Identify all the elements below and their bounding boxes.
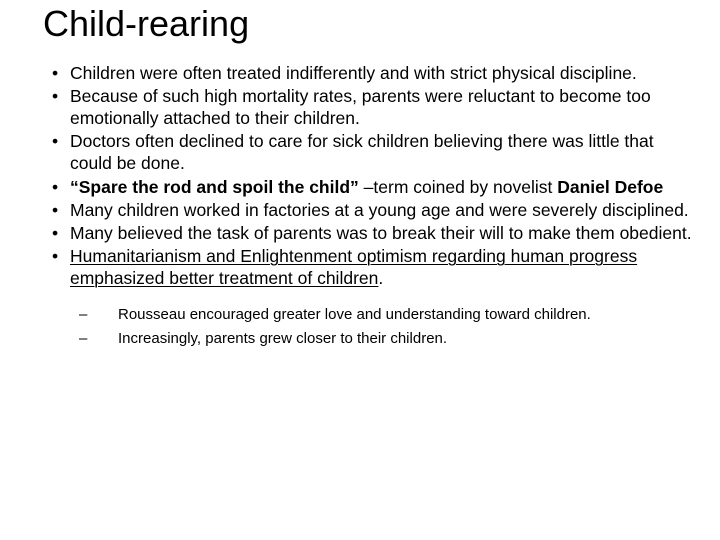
bullet-text: Many children worked in factories at a young age and were severely disciplined.	[70, 199, 689, 220]
sub-bullet-text: Increasingly, parents grew closer to their children.	[118, 330, 448, 348]
dash-icon: –	[79, 330, 88, 348]
bullet-text: Children were often treated indifferently and with strict physical discipline.	[70, 63, 637, 83]
bullet-item	[52, 222, 692, 244]
sub-bullet-item	[79, 303, 692, 327]
bullet-item	[52, 176, 692, 198]
bullet-icon: •	[52, 86, 59, 107]
author-name: Daniel Defoe	[557, 176, 664, 197]
bullet-text: .	[378, 268, 384, 289]
bullet-icon: •	[52, 199, 59, 220]
bullet-text: –term coined by novelist	[358, 176, 558, 197]
bullet-icon: •	[52, 131, 59, 152]
bullet-icon: •	[52, 63, 59, 83]
bullet-item	[52, 130, 692, 174]
sub-bullet-item	[79, 327, 692, 351]
quote-text: “Spare the rod and spoil the child”	[70, 176, 359, 197]
bullet-list	[52, 62, 692, 352]
underlined-text: Humanitarianism and Enlightenment optimism regarding human progress emphasized better treatment of children	[70, 246, 638, 289]
bullet-text: Because of such high mortality rates, parents were reluctant to become too emotionally attached to their children.	[70, 86, 651, 129]
bullet-text: Doctors often declined to care for sick children believing there was little that could be done.	[70, 131, 654, 174]
bullet-icon: •	[52, 246, 59, 267]
sub-bullet-text: Rousseau encouraged greater love and understanding toward children.	[118, 306, 591, 324]
bullet-icon: •	[52, 222, 59, 243]
bullet-item	[52, 245, 692, 351]
bullet-text: Many believed the task of parents was to break their will to make them obedient.	[70, 222, 692, 243]
bullet-item	[52, 85, 692, 129]
slide-title: Child-rearing	[43, 3, 250, 44]
bullet-icon: •	[52, 176, 59, 197]
sub-bullet-list	[70, 303, 692, 351]
bullet-item	[52, 62, 692, 84]
bullet-item	[52, 199, 692, 221]
dash-icon: –	[79, 306, 88, 324]
